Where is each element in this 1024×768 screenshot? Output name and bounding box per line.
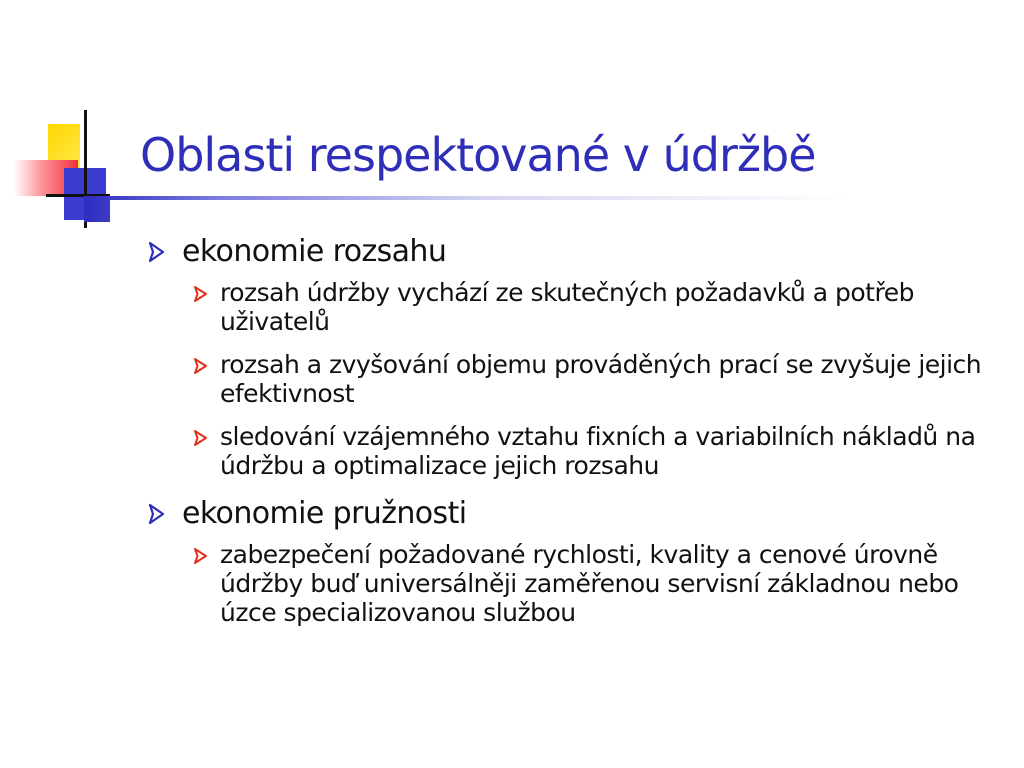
arrow-bullet-icon: [144, 240, 168, 264]
sub-bullet-text: rozsah a zvyšování objemu prováděných prací se zvyšuje jejich efektivnost: [220, 350, 982, 408]
bullet-label: ekonomie pružnosti: [182, 496, 467, 531]
bullet-list: [144, 232, 1004, 627]
sub-bullet-text: sledování vzájemného vztahu fixních a variabilních nákladů na údržbu a optimalizace jejich rozsahu: [220, 422, 976, 480]
sub-bullet-text: zabezpečení požadované rychlosti, kvality a cenové úrovně údržby buď universálněji zaměřenou servisní základnou nebo úzce specializovanou službou: [220, 540, 959, 627]
arrow-bullet-icon: [190, 356, 210, 376]
arrow-bullet-icon: [190, 546, 210, 566]
slide-content: [144, 232, 1004, 641]
sub-bullet-item: [190, 422, 1004, 480]
sub-bullet-item: [190, 350, 1004, 408]
sub-bullet-item: [190, 278, 1004, 336]
slide-title: Oblasti respektované v údržbě: [140, 128, 816, 182]
sub-bullet-text: rozsah údržby vychází ze skutečných požadavků a potřeb uživatelů: [220, 278, 914, 336]
sub-bullet-list: [190, 540, 1004, 627]
sub-bullet-item: [190, 540, 1004, 627]
bullet-label: ekonomie rozsahu: [182, 234, 447, 269]
title-underline-mask: [110, 200, 990, 224]
sub-bullet-list: [190, 278, 1004, 480]
bullet-item: [144, 494, 1004, 627]
arrow-bullet-icon: [190, 428, 210, 448]
arrow-bullet-icon: [144, 502, 168, 526]
bullet-item: [144, 232, 1004, 480]
arrow-bullet-icon: [190, 284, 210, 304]
